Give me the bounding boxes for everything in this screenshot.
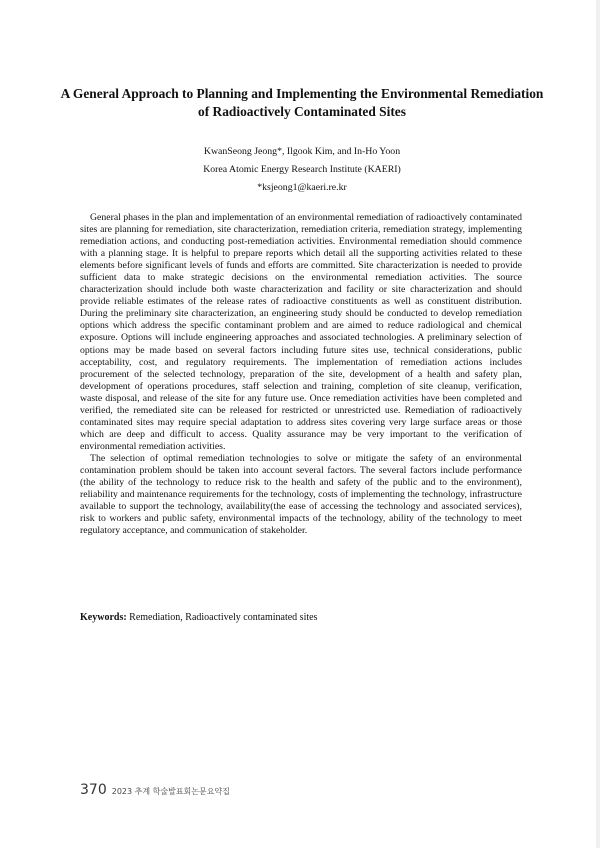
page-footer bbox=[80, 779, 230, 800]
abstract bbox=[80, 212, 522, 537]
abstract-paragraph-1: General phases in the plan and implementation of an environmental remediation of radioactively contaminated sites are planning for remediation, site characterization, remediation criteria, remediation strategy, implementing remediation actions, and conducting post-remediation activities. Environmental remediation should commence with a planning stage. It is helpful to prepare reports which detail all the supporting activities related to these elements before significant levels of funds and efforts are committed. Site characterization is needed to provide sufficient data to make strategic decisions on the environmental remediation activities. The source characterization should include both waste characterization and facility or site characterization and should provide reliable estimates of the release rates of radioactive constituents as well as constituent distribution. During the preliminary site characterization, an engineering study should be conducted to develop remediation options which address the specific contaminant problem and are aimed to reduce radiological and chemical exposure. Options will include engineering approaches and associated technologies. A preliminary selection of options may be made based on several factors including future sites use, technical considerations, public acceptability, cost, and regulatory requirements. The implementation of remediation actions includes procurement of the selected technology, preparation of the site, development of a health and safety plan, development of operations procedures, staff selection and training, completion of site cleanup, verification, waste disposal, and release of the site for any future use. Once remediation activities have been completed and verified, the remediated site can be released for restricted or unrestricted use. Remediation of radioactively contaminated sites may require special adaptation to address sites covering very large surface areas or those which are deep and difficult to access. Quality assurance may be very important to the verification of environmental remediation activities. bbox=[80, 212, 522, 452]
author-list: KwanSeong Jeong*, Ilgook Kim, and In-Ho Yoon bbox=[203, 146, 401, 157]
keywords-text: Remediation, Radioactively contaminated sites bbox=[126, 612, 318, 623]
keywords-label: Keywords: bbox=[80, 612, 127, 623]
paper-title: A General Approach to Planning and Implementing the Environmental Remediation of Radioactively Contaminated Sites bbox=[60, 86, 544, 119]
corresponding-email: *ksjeong1@kaeri.re.kr bbox=[257, 182, 347, 193]
page-edge bbox=[596, 0, 600, 848]
conference-name: 2023 추계 학술발표회논문요약집 bbox=[111, 787, 230, 796]
page-number: 370 bbox=[80, 782, 107, 798]
abstract-paragraph-2: The selection of optimal remediation technologies to solve or mitigate the safety of an environmental contamination problem should be taken into account several factors. The several factors include performance (the ability of the technology to reduce risk to the health and safety of the public and to the environment), reliability and maintenance requirements for the technology, costs of implementing the technology, infrastructure available to support the technology, availability(the ease of accessing the technology and associated services), risk to workers and public safety, environmental impacts of the technology, ability of the technology to meet regulatory acceptance, and communication of stakeholder. bbox=[80, 452, 522, 537]
keywords bbox=[80, 612, 522, 624]
affiliation: Korea Atomic Energy Research Institute (KAERI) bbox=[203, 164, 401, 175]
